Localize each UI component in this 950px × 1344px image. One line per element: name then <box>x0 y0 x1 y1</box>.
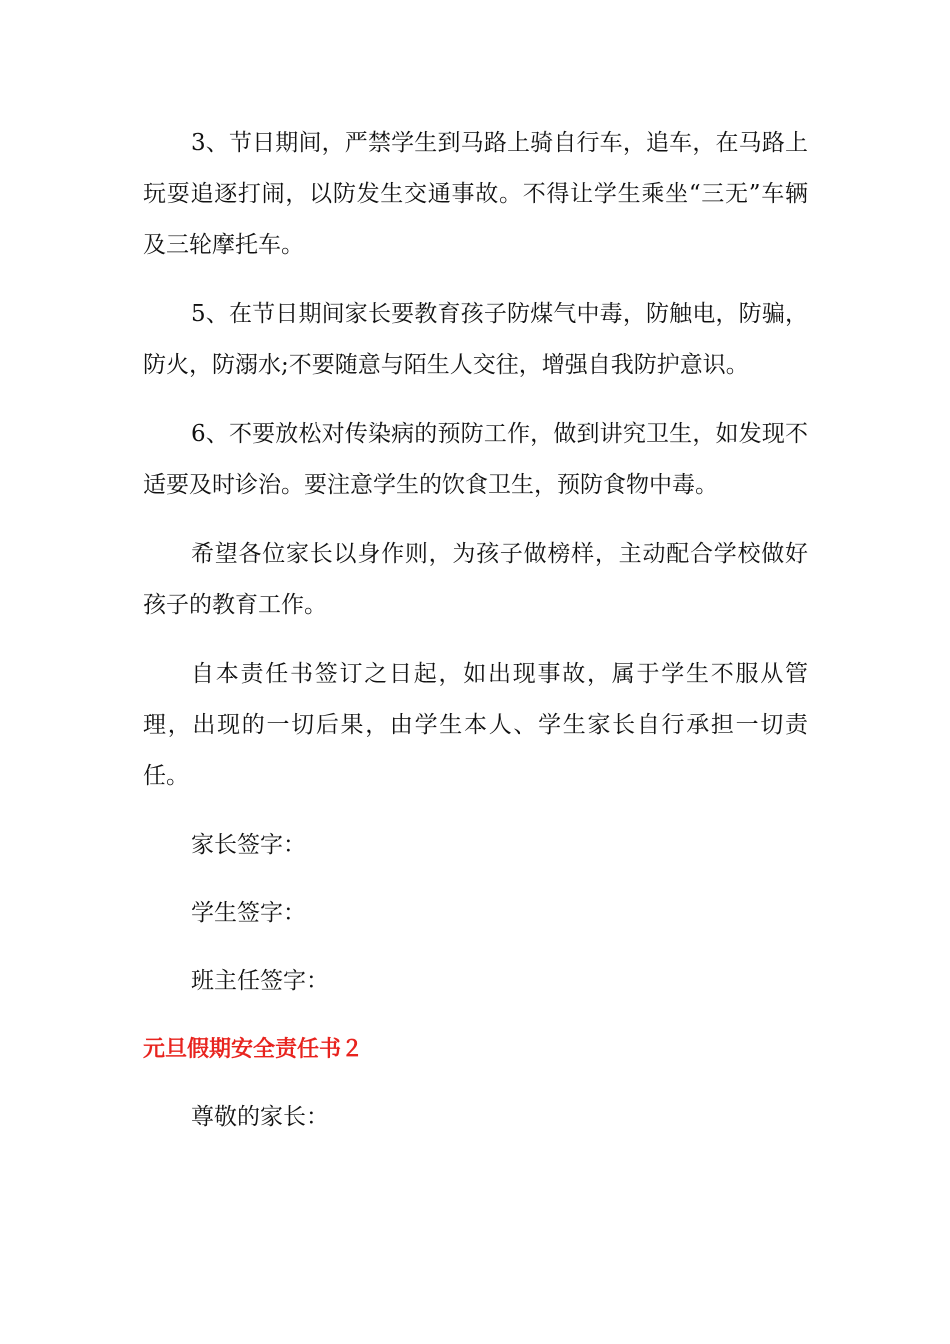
greeting: 尊敬的家长： <box>191 1104 329 1130</box>
document-body <box>143 118 808 1160</box>
teacher-signature-label: 班主任签字： <box>191 968 329 994</box>
paragraph-home-safety: 5、在节日期间家长要教育孩子防煤气中毒，防触电，防骗，防火，防溺水;不要随意与陌生人交往，增强自我防护意识。 <box>143 301 808 378</box>
paragraph-health: 6、不要放松对传染病的预防工作，做到讲究卫生，如发现不适要及时诊治。要注意学生的饮食卫生，预防食物中毒。 <box>143 421 808 498</box>
paragraph-parent-role: 希望各位家长以身作则，为孩子做榜样，主动配合学校做好孩子的教育工作。 <box>143 541 808 618</box>
section-title: 元旦假期安全责任书２ <box>143 1037 364 1062</box>
parent-signature-label: 家长签字： <box>191 832 306 858</box>
student-signature-label: 学生签字： <box>191 900 306 926</box>
paragraph-liability: 自本责任书签订之日起，如出现事故，属于学生不服从管理，出现的一切后果，由学生本人、学生家长自行承担一切责任。 <box>143 661 808 789</box>
paragraph-traffic-safety: 3、节日期间，严禁学生到马路上骑自行车，追车，在马路上玩耍追逐打闹，以防发生交通事故。不得让学生乘坐“三无”车辆及三轮摩托车。 <box>143 130 808 258</box>
